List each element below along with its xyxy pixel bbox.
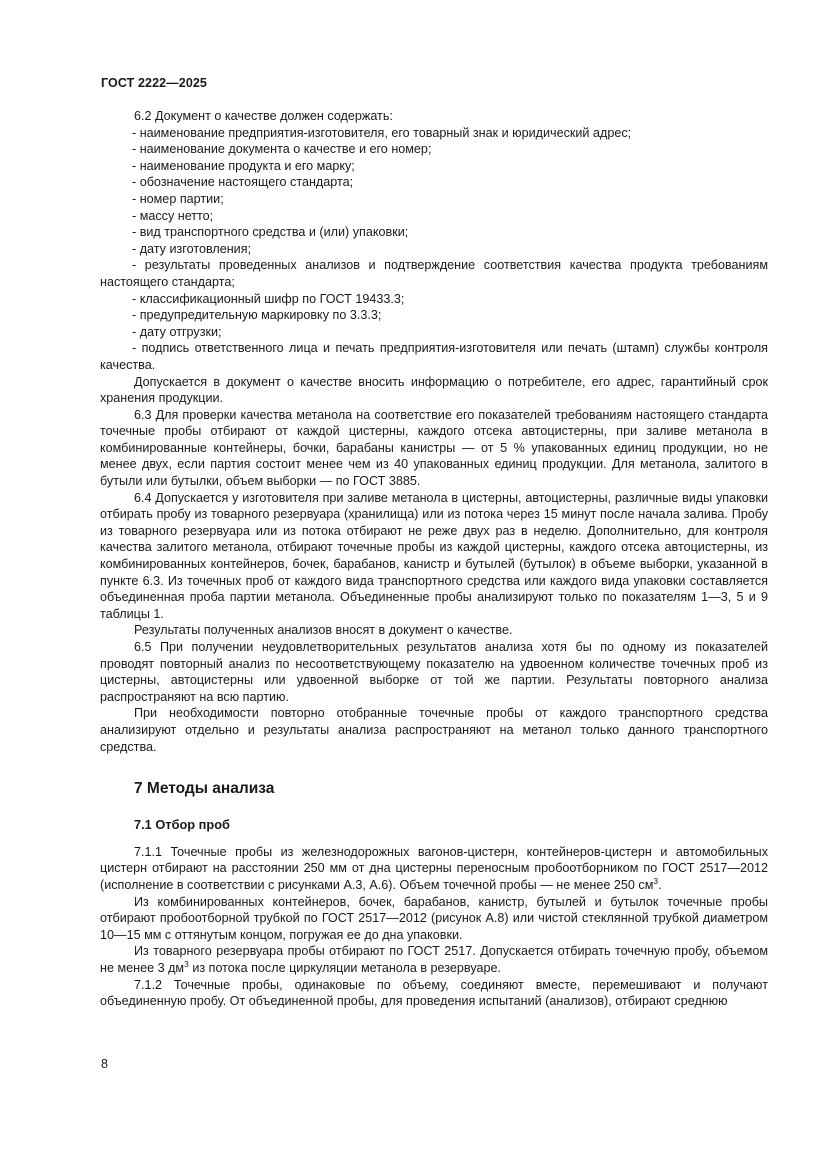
paragraph-7-1-1-c [100,943,768,976]
list-item: - предупредительную маркировку по 3.3.3; [132,308,382,323]
list-item: - классификационный шифр по ГОСТ 19433.3; [132,291,405,306]
paragraph-6-3: 6.3 Для проверки качества метанола на соответствие его показателей требованиям настоящего стандарта точечные пробы отбирают от каждой цистерны, каждого отсека автоцистерны, при заливе метанола в комбинированные контейнеры, бочки, барабаны канистры — от 5 % упакованных единиц продукции, но не менее двух, если партия состоит менее чем из 40 упакованных единиц продукции. Для метанола, залитого в бутыли или бутылки, объем выборки — по ГОСТ 3885. [100,407,768,489]
paragraph-6-5: 6.5 При получении неудовлетворительных результатов анализа хотя бы по одному из показателей проводят повторный анализ по несоответствующему показателю на удвоенном количестве точечных проб из цистерны, автоцистерны или удвоенной выборке от той же партии. Результаты повторного анализа распространяют на всю партию. [100,640,768,704]
paragraph-7-1-1 [100,844,768,894]
superscript-cube: 3 [653,875,659,886]
requirements-list [100,125,768,374]
list-item: - дату изготовления; [132,241,252,256]
list-item: - номер партии; [132,191,224,206]
list-item: - обозначение настоящего стандарта; [132,175,354,190]
paragraph-7-1-1-b: Из комбинированных контейнеров, бочек, барабанов, канистр, бутылей и бутылок точечные пробы отбирают пробоотборной трубкой по ГОСТ 2517—2012 (рисунок А.8) или чистой стеклянной трубкой диаметром 10—15 мм с оттянутым концом, погружая ее до дна упаковки. [100,894,768,942]
list-item: - наименование предприятия-изготовителя, его товарный знак и юридический адрес; [132,125,632,140]
page-content [100,108,768,1010]
list-item: - дату отгрузки; [132,324,222,339]
paragraph-7-1-1-c-text: Из товарного резервуара пробы отбирают по ГОСТ 2517. Допускается отбирать точечную пробу, объемом не менее 3 дм [100,944,768,975]
standard-header: ГОСТ 2222—2025 [101,76,207,90]
list-item: - подпись ответственного лица и печать предприятия-изготовителя или печать (штамп) службы контроля качества. [100,341,768,372]
paragraph-7-1-1-end: . [658,877,662,892]
paragraph-7-1-1-text: 7.1.1 Точечные пробы из железнодорожных вагонов-цистерн, контейнеров-цистерн и автомобильных цистерн отбирают на расстоянии 250 мм от дна цистерны переносным пробоотборником по ГОСТ 2517—2012 (исполнение в соответствии с рисунками А.3, А.6). Объем точечной пробы — не менее 250 см [100,844,768,892]
section-7-title: 7 Методы анализа [134,780,275,798]
list-item: - наименование документа о качестве и его номер; [132,142,432,157]
paragraph-6-2-extra: Допускается в документ о качестве вносить информацию о потребителе, его адрес, гарантийный срок хранения продукции. [100,374,768,406]
list-item: - вид транспортного средства и (или) упаковки; [132,225,409,240]
page-number: 8 [101,1057,108,1071]
list-item: - массу нетто; [132,208,214,223]
list-item: - наименование продукта и его марку; [132,158,355,173]
paragraph-6-2-intro: 6.2 Документ о качестве должен содержать: [134,109,393,123]
subsection-7-1-title: 7.1 Отбор проб [134,817,230,833]
list-item: - результаты проведенных анализов и подтверждение соответствия качества продукта требованиям настоящего стандарта; [100,258,768,289]
paragraph-6-4-extra: Результаты полученных анализов вносят в документ о качестве. [134,623,513,638]
paragraph-7-1-2: 7.1.2 Точечные пробы, одинаковые по объему, соединяют вместе, перемешивают и получают объединенную пробу. От объединенной пробы, для проведения испытаний (анализов), отбирают среднюю [100,977,768,1009]
paragraph-7-1-1-c-end: из потока после циркуляции метанола в резервуаре. [188,960,501,975]
superscript-cube: 3 [184,958,189,969]
paragraph-6-5-extra: При необходимости повторно отобранные точечные пробы от каждого транспортного средства анализируют отдельно и результаты анализа распространяют на метанол только данного транспортного средства. [100,706,768,754]
paragraph-6-4: 6.4 Допускается у изготовителя при заливе метанола в цистерны, автоцистерны, различные виды упаковки отбирать пробу из товарного резервуара (хранилища) или из потока через 15 минут после начала залива. Пробу из товарного резервуара или из потока отбирают не реже двух раз в неделю. Дополнительно, для контроля качества залитого метанола, отбирают точечные пробы из каждой цистерны, каждого отсека автоцистерны, из комбинированных контейнеров, бочек, барабанов, канистр и бутылей (бутылок) в объеме выборки, указанной в пункте 6.3. Из точечных проб от каждого вида транспортного средства или каждого вида упаковки составляется объединенная проба партии метанола. Объединенные пробы анализируют только по показателям 1—3, 5 и 9 таблицы 1. [100,490,768,621]
